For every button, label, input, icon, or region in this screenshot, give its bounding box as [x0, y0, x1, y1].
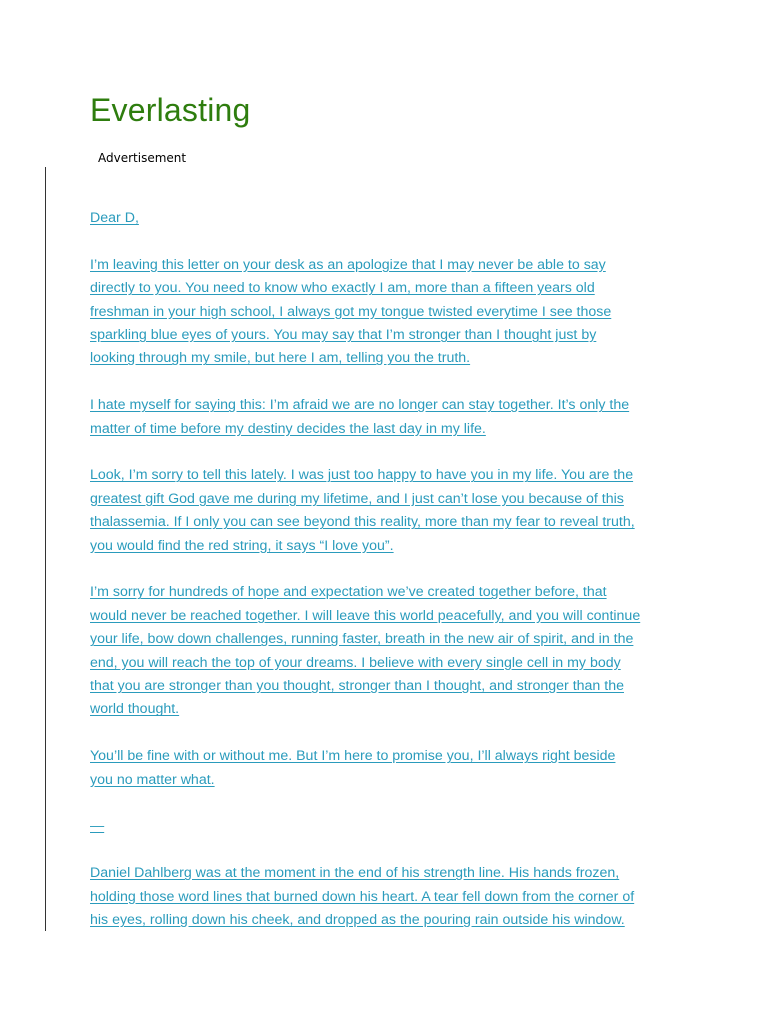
advertisement-label: Advertisement — [98, 151, 187, 165]
letter-paragraph-5[interactable] — [90, 745, 690, 792]
paragraph-5-link[interactable]: You’ll be fine with or without me. But I’m here to promise you, I’ll always right beside you no matter what. — [90, 748, 616, 788]
letter-greeting[interactable] — [90, 207, 690, 230]
letter-paragraph-3[interactable] — [90, 464, 690, 558]
left-margin-rule — [45, 167, 46, 931]
paragraph-4-link[interactable]: I’m sorry for hundreds of hope and expectation we’ve created together before, that would never be reached together. I will leave this world peacefully, and you will continue your life, bow down challenges, running faster, breath in the new air of spirit, and in the end, you will reach the top of your dreams. I believe with every single cell in my body that you are stronger than you thought, stronger than I thought, and stronger than the world thought. — [90, 584, 641, 718]
letter-paragraph-1[interactable] — [90, 254, 690, 371]
paragraph-1-link[interactable]: I’m leaving this letter on your desk as an apologize that I may never be able to say directly to you. You need to know who exactly I am, more than a fifteen years old freshman in your high school, I always got my tongue twisted everytime I see those sparkling blue eyes of yours. You may say that I’m stronger than I thought just by looking through my smile, but here I am, telling you the truth. — [90, 256, 612, 367]
letter-paragraph-4[interactable] — [90, 581, 690, 721]
greeting-link[interactable]: Dear D, — [90, 210, 139, 226]
section-separator[interactable] — [90, 815, 690, 838]
closing-link[interactable]: Daniel Dahlberg was at the moment in the end of his strength line. His hands frozen, holding those word lines that burned down his heart. A tear fell down from the corner of his eyes, rolling down his cheek, and dropped as the pouring rain outside his window. — [90, 865, 635, 929]
letter-paragraph-2[interactable] — [90, 394, 690, 441]
separator-link[interactable]: — — [90, 818, 105, 835]
closing-paragraph[interactable] — [90, 862, 690, 932]
letter-body — [90, 207, 690, 956]
paragraph-2-link[interactable]: I hate myself for saying this: I’m afraid we are no longer can stay together. It’s only the matter of time before my destiny decides the last day in my life. — [90, 397, 630, 437]
paragraph-3-link[interactable]: Look, I’m sorry to tell this lately. I was just too happy to have you in my life. You are the greatest gift God gave me during my lifetime, and I just can’t lose you because of this thalassemia. If I only you can see beyond this reality, more than my fear to reveal truth, you would find the red string, it says “I love you”. — [90, 467, 635, 554]
document-title: Everlasting — [90, 92, 251, 128]
